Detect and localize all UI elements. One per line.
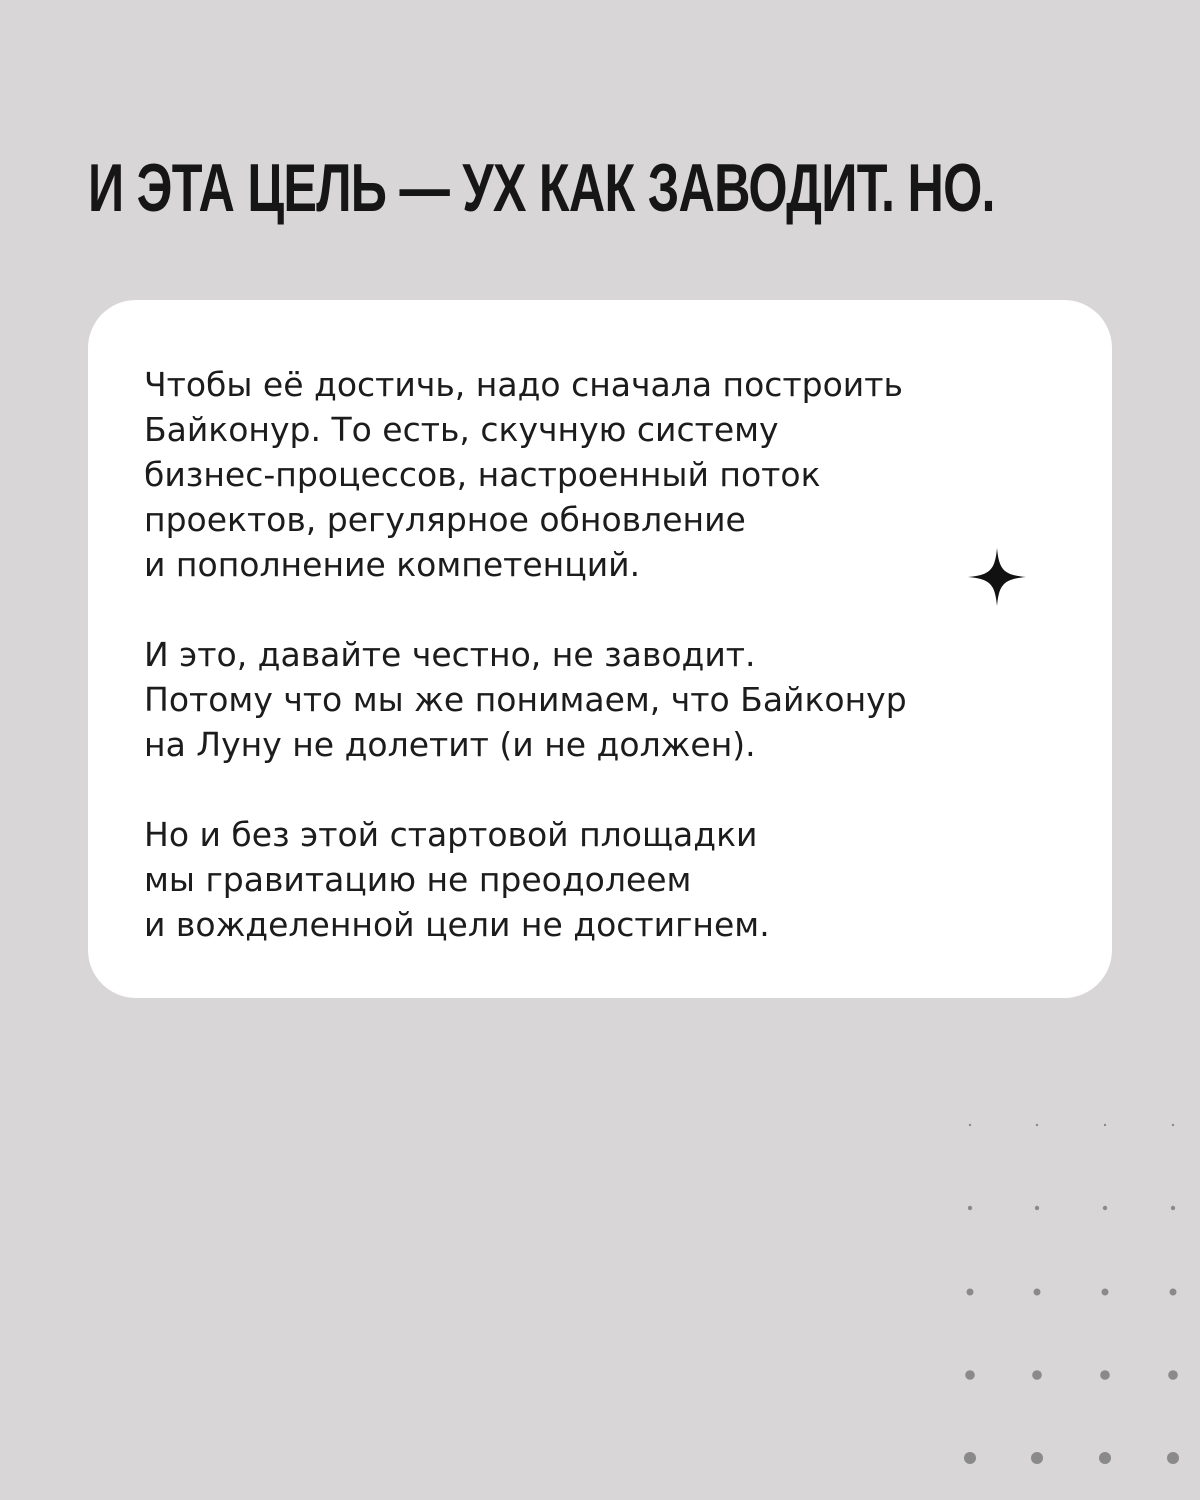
paragraph-2: И это, давайте честно, не заводит. Потому что мы же понимаем, что Байконур на Луну не долетит (и не должен). <box>144 635 907 764</box>
grid-dot <box>967 1289 974 1296</box>
paragraph-1: Чтобы её достичь, надо сначала построить Байконур. То есть, скучную систему бизнес-процессов, настроенный поток проектов, регулярное обновление и пополнение компетенций. <box>144 365 903 584</box>
grid-dot <box>968 1206 972 1210</box>
paragraph-3: Но и без этой стартовой площадки мы гравитацию не преодолеем и вожделенной цели не достигнем. <box>144 815 770 944</box>
grid-dot <box>1035 1206 1039 1210</box>
text-card <box>88 300 1112 998</box>
grid-dot <box>1104 1124 1106 1126</box>
grid-dot <box>1102 1289 1109 1296</box>
grid-dot <box>1036 1124 1038 1126</box>
grid-dot <box>1099 1452 1111 1464</box>
grid-dot <box>964 1452 976 1464</box>
grid-dot <box>1170 1289 1177 1296</box>
grid-dot <box>1171 1206 1175 1210</box>
grid-dot <box>1167 1452 1179 1464</box>
grid-dot <box>1100 1370 1110 1380</box>
grid-dot <box>1032 1370 1042 1380</box>
grid-dot <box>1103 1206 1107 1210</box>
grid-dot <box>1034 1289 1041 1296</box>
grid-dot <box>969 1124 971 1126</box>
grid-dot <box>1172 1124 1174 1126</box>
dot-grid-pattern <box>950 1100 1200 1500</box>
headline: И ЭТА ЦЕЛЬ — УХ КАК ЗАВОДИТ. НО. <box>88 150 995 226</box>
four-point-star-icon <box>966 546 1028 608</box>
grid-dot <box>1031 1452 1043 1464</box>
grid-dot <box>965 1370 975 1380</box>
card-body <box>144 362 1074 947</box>
grid-dot <box>1168 1370 1178 1380</box>
